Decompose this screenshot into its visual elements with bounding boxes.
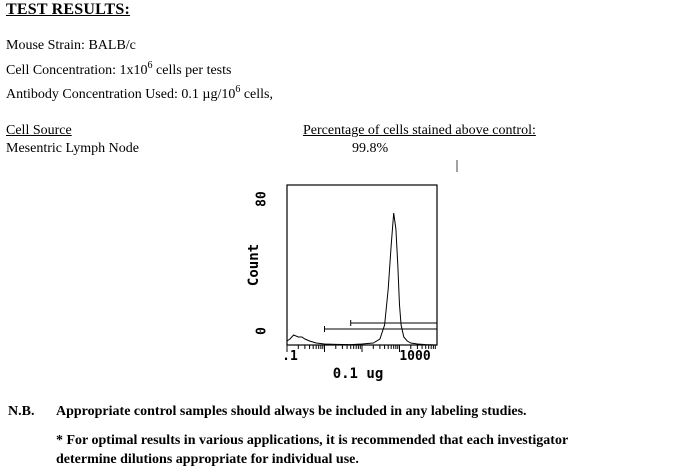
plot-frame (287, 185, 437, 345)
mouse-strain-label: Mouse Strain: (6, 38, 85, 53)
x-axis-label: 0.1 ug (332, 366, 384, 382)
percentage-header: Percentage of cells stained above control: (303, 123, 536, 138)
page-title: TEST RESULTS: (6, 1, 131, 18)
cell-concentration-label: Cell Concentration: (6, 63, 117, 78)
y-tick-label-min: 0 (254, 327, 270, 335)
y-tick-label-max: 80 (254, 191, 270, 207)
nb-text: Appropriate control samples should always be included in any labeling studies. (56, 404, 527, 419)
cell-source-value: Mesentric Lymph Node (6, 141, 139, 156)
cell-concentration-exponent: 6 (147, 60, 153, 71)
antibody-concentration-label: Antibody Concentration Used: (6, 87, 178, 102)
antibody-concentration-exponent: 6 (235, 84, 241, 95)
y-axis-label: Count (246, 243, 262, 287)
histogram-series-line (287, 213, 437, 345)
antibody-concentration-base: 0.1 µg/10 (181, 87, 236, 102)
cell-source-header: Cell Source (6, 123, 72, 138)
mouse-strain-value: BALB/c (88, 38, 136, 53)
antibody-concentration-unit: cells, (243, 87, 273, 102)
footnote-line-1: * For optimal results in various applications, it is recommended that each investigator (56, 433, 569, 448)
x-tick-label-min: .1 (282, 349, 298, 364)
x-tick-label-max: 1000 (399, 349, 431, 364)
nb-label: N.B. (8, 404, 35, 419)
footnote-line-2: determine dilutions appropriate for individual use. (56, 452, 359, 467)
cell-concentration-unit: cells per tests (156, 63, 232, 78)
cell-concentration-base: 1x10 (119, 63, 148, 78)
percentage-value: 99.8% (352, 141, 389, 156)
gate-markers (325, 320, 438, 332)
